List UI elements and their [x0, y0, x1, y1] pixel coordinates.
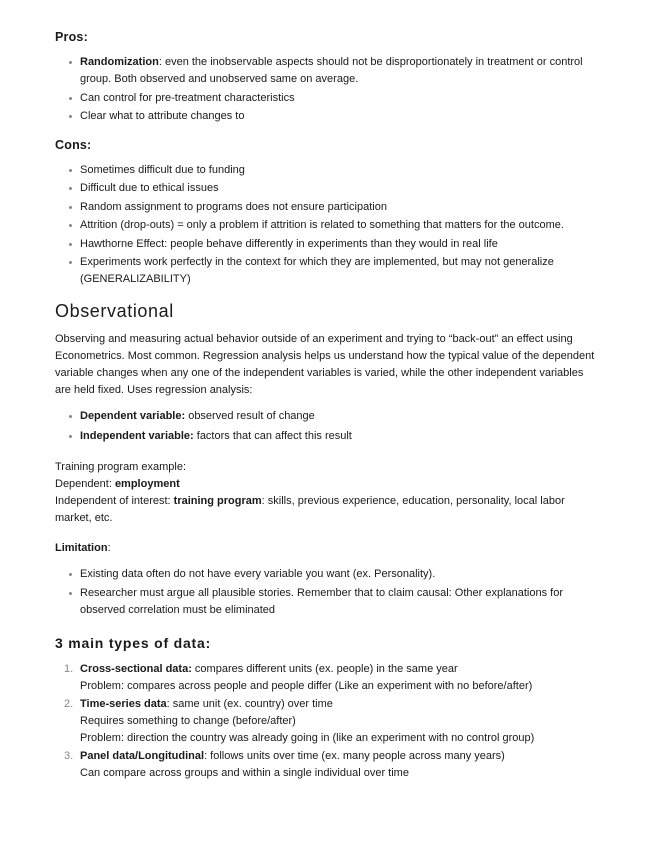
data-types-heading: 3 main types of data:	[55, 635, 212, 651]
variable-label: Independent variable:	[80, 429, 194, 442]
list-item: Existing data often do not have every variable you want (ex. Personality).	[80, 566, 600, 583]
training-example-line: Training program example:	[55, 461, 187, 473]
pros-heading: Pros:	[55, 30, 88, 44]
limitation-heading-text: Limitation	[55, 542, 108, 554]
pros-list	[55, 54, 600, 125]
training-dependent-value: employment	[114, 478, 180, 490]
variable-text: observed result of change	[185, 409, 315, 422]
pros-item-text: : even the inobservable aspects should not be disproportionately in treatment or control group. Both observed and unobserved same on average.	[80, 56, 583, 85]
cons-list	[55, 162, 600, 289]
list-item: Hawthorne Effect: people behave differently in experiments than they would in real life	[80, 236, 600, 253]
list-item	[80, 428, 600, 445]
data-type-text: : same unit (ex. country) over time	[166, 698, 333, 710]
limitation-heading-colon: :	[107, 542, 111, 554]
list-item	[64, 748, 600, 782]
list-item: Researcher must argue all plausible stories. Remember that to claim causal: Other explanations for observed correlation must be eliminated	[80, 585, 600, 619]
data-type-label: Time-series data	[80, 698, 167, 710]
training-independent-label: Independent of interest:	[55, 495, 174, 507]
data-type-detail: Problem: direction the country was already going in (like an experiment with no control group)	[80, 732, 535, 744]
list-number: 1.	[64, 663, 74, 675]
training-independent-value: training program	[173, 495, 262, 507]
training-dependent-label: Dependent:	[55, 478, 115, 490]
variable-label: Dependent variable:	[80, 409, 186, 422]
list-item	[64, 661, 600, 695]
training-independent-text: : skills, previous experience, education, personality, local labor market, etc.	[55, 495, 565, 524]
data-type-detail: Requires something to change (before/after)	[80, 715, 296, 727]
document-page	[55, 28, 600, 783]
list-item	[80, 408, 600, 425]
list-item: Difficult due to ethical issues	[80, 180, 600, 197]
list-item: Sometimes difficult due to funding	[80, 162, 600, 179]
variable-text: factors that can affect this result	[193, 429, 352, 442]
list-item: Attrition (drop-outs) = only a problem if attrition is related to something that matters for the outcome.	[80, 217, 600, 234]
cons-heading: Cons:	[55, 137, 92, 152]
observational-paragraph: Observing and measuring actual behavior outside of an experiment and trying to “back-out” an effect using Econometrics. Most common. Regression analysis helps us understand how the typical value of the dependent variable changes when any one of the independent variables is varied, while the other independent variables are held fixed. Uses regression analysis:	[55, 332, 595, 396]
data-type-text: compares different units (ex. people) in the same year	[191, 663, 458, 675]
pros-item-bold: Randomization	[80, 56, 159, 68]
training-independent-line	[55, 493, 600, 527]
list-item: Random assignment to programs does not ensure participation	[80, 199, 600, 216]
list-item	[64, 696, 600, 747]
data-type-label: Cross-sectional data:	[80, 663, 192, 675]
list-item: Experiments work perfectly in the context for which they are implemented, but may not generalize (GENERALIZABILITY)	[80, 254, 600, 288]
data-type-text: : follows units over time (ex. many people across many years)	[204, 750, 505, 762]
list-item: Can control for pre-treatment characteristics	[80, 90, 600, 107]
list-number: 3.	[64, 750, 74, 762]
variables-list	[55, 408, 600, 445]
limitation-list	[55, 566, 600, 619]
data-types-list	[55, 661, 600, 782]
observational-heading: Observational	[55, 300, 174, 321]
data-type-label: Panel data/Longitudinal	[80, 750, 205, 762]
data-type-detail: Can compare across groups and within a single individual over time	[80, 767, 409, 779]
training-dependent-line	[55, 476, 600, 493]
data-type-detail: Problem: compares across people and people differ (Like an experiment with no before/after)	[80, 680, 533, 692]
limitation-heading	[55, 540, 600, 557]
list-number: 2.	[64, 698, 74, 710]
list-item	[80, 54, 600, 88]
list-item: Clear what to attribute changes to	[80, 108, 600, 125]
